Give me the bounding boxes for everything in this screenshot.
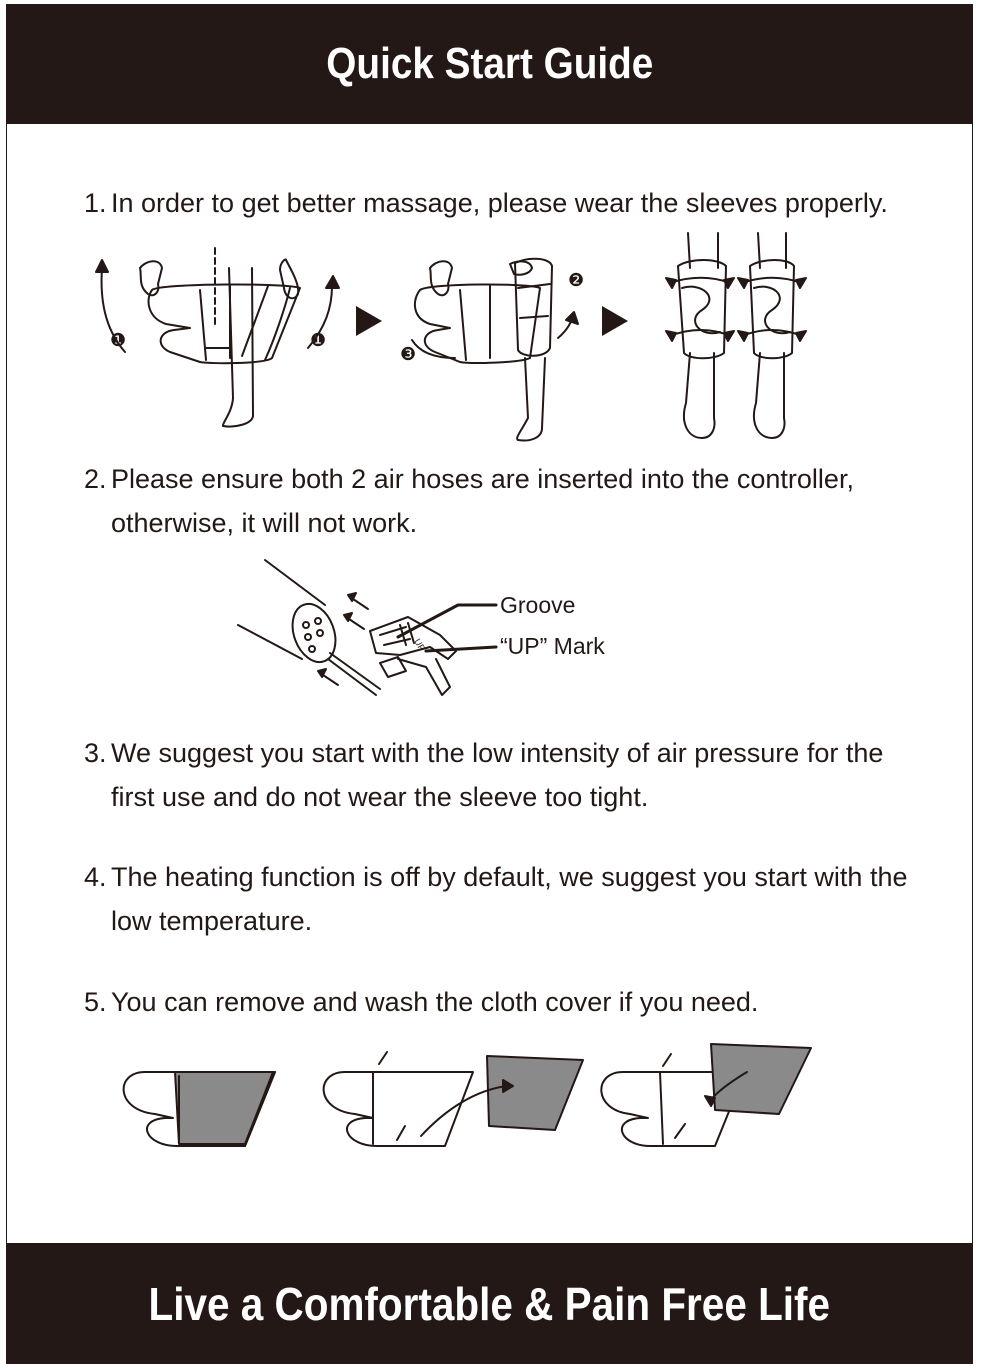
page-title: Quick Start Guide: [325, 39, 654, 88]
marker-2: ❷: [568, 270, 585, 290]
hose-connector: [328, 617, 456, 695]
wrapping-sleeve-figure: [412, 259, 578, 441]
step-number: 1.: [84, 188, 107, 218]
groove-label: Groove: [500, 592, 576, 618]
step-text: Please ensure both 2 air hoses are inserted into the controller, otherwise, it will not work.: [111, 464, 854, 538]
header-band: [6, 4, 973, 124]
wear-sleeves-illustration: [90, 228, 830, 448]
sleeve-cover-removing: [324, 1052, 583, 1146]
step-number: 4.: [84, 862, 107, 892]
marker-1b: ❶: [310, 330, 327, 350]
step-1: [84, 181, 914, 225]
footer-slogan: Live a Comfortable & Pain Free Life: [148, 1277, 831, 1330]
up-mark-label: “UP” Mark: [500, 633, 605, 659]
step-text: In order to get better massage, please wear the sleeves properly.: [111, 188, 888, 218]
remove-cover-illustration: [115, 1040, 815, 1155]
step-number: 3.: [84, 738, 107, 768]
up-mark-text: UP: [412, 637, 428, 653]
step-text: We suggest you start with the low intensity of air pressure for the first use and do not wear the sleeve too tight.: [111, 738, 884, 812]
footer-band: [6, 1243, 973, 1364]
worn-sleeves-figure: [666, 233, 806, 438]
hose-insertion-illustration: [230, 555, 510, 705]
marker-1a: ❶: [110, 330, 127, 350]
open-sleeve-figure: [96, 248, 339, 427]
next-step-arrow-icon: [356, 306, 382, 336]
sleeve-cover-removed: [601, 1044, 811, 1146]
marker-3: ❸: [400, 344, 417, 364]
step-5: [84, 980, 914, 1024]
step-text: You can remove and wash the cloth cover if you need.: [111, 987, 759, 1017]
up-mark-leader-line: [426, 647, 496, 651]
next-step-arrow-icon: [602, 306, 628, 336]
step-4: [84, 855, 914, 943]
groove-leader-line: [398, 605, 496, 637]
sleeve-with-cover: [124, 1072, 275, 1146]
step-text: The heating function is off by default, we suggest you start with the low temperature.: [111, 862, 908, 936]
step-2: [84, 457, 914, 545]
step-number: 2.: [84, 464, 107, 494]
step-number: 5.: [84, 987, 107, 1017]
controller-body: [238, 560, 343, 668]
step-3: [84, 731, 914, 819]
